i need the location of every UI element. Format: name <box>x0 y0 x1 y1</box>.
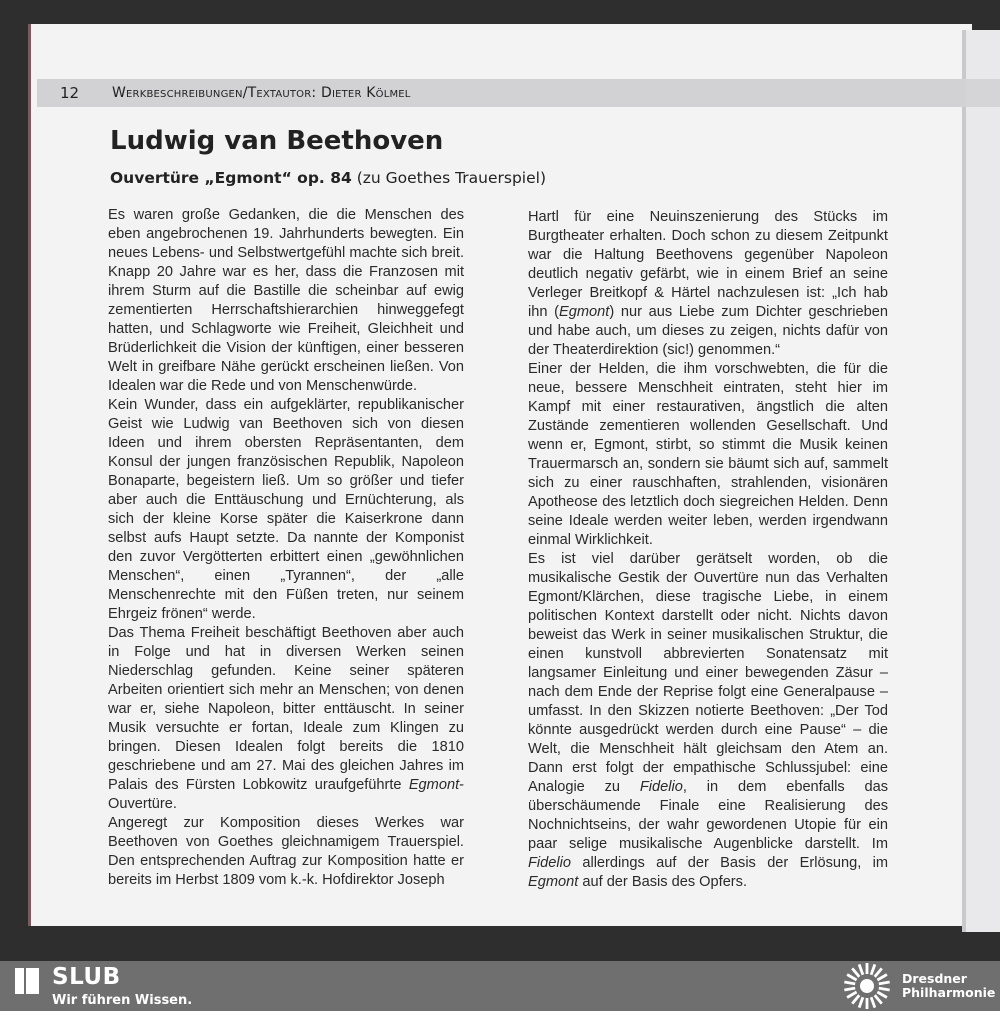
slub-tagline: Wir führen Wissen. <box>52 993 193 1008</box>
header-band-facing <box>966 79 1000 107</box>
article-title: Ludwig van Beethoven <box>110 126 444 156</box>
article-subtitle <box>110 169 546 187</box>
running-head: Werkbeschreibungen/Textautor: Dieter Kölmel <box>112 85 411 101</box>
work-title: Ouvertüre „Egmont“ op. 84 <box>110 169 352 187</box>
paragraph: Es waren große Gedanken, die die Menschen des eben angebrochenen 19. Jahrhunderts bewegten. Ein neues Lebens- und Selbstwertgefühl machte sich breit. Knapp 20 Jahre war es her, dass die Franzosen mit ihrem Sturm auf die Bastille die scheinbar auf ewig zementierten Herrschaftshierarchien hinweggefegt hatten, und Schlagworte wie Freiheit, Gleichheit und Brüderlichkeit die Vision der künftigen, einer besseren Welt in greifbare Nähe gerückt erscheinen ließen. Von Idealen war die Rede und von Menschenwürde. <box>108 207 464 394</box>
slub-name[interactable]: SLUB <box>52 964 121 990</box>
paragraph: Angeregt zur Komposition dieses Werkes war Beethoven von Goethes gleichnamigem Trauerspiel. Den entsprechenden Auftrag zur Komposition hatte er bereits im Herbst 1809 vom k.-k. Hofdirektor Joseph <box>108 815 464 888</box>
facing-page-edge <box>962 30 1000 932</box>
text-column-right <box>528 208 888 892</box>
paragraph: Einer der Helden, die ihm vorschwebten, die für die neue, bessere Menschheit eintraten, steht hier im Kampf mit einer restaurativen, ängstlich die alten Zustände zementieren wollenden Gesellschaft. Und wenn er, Egmont, stirbt, so stimmt die Musik keinen Trauermarsch an, sondern sie bäumt sich auf, sammelt sich zu einer rauschhaften, strahlenden, visionären Apotheose des letztlich doch siegreichen Helden. Denn seine Ideale werden weiter leben, werden irgendwann einmal Wirklichkeit. <box>528 361 888 548</box>
paragraph: Hartl für eine Neuinszenierung des Stücks im Burgtheater erhalten. Doch schon zu diesem Zeitpunkt war die Haltung Beethovens gegenüber Napoleon deutlich negativ gefärbt, wie in einem Brief an seine Verleger Breitkopf & Härtel nachzulesen ist: „Ich hab ihn (Egmont) nur aus Liebe zum Dichter geschrieben und habe auch, um dieses zu zeigen, nichts dafür von der Theaterdirektion (sic!) genommen.“ <box>528 209 888 358</box>
partner-name[interactable]: Dresdner Philharmonie <box>902 971 996 1000</box>
page-number: 12 <box>60 84 80 102</box>
paragraph: Kein Wunder, dass ein aufgeklärter, republikanischer Geist wie Ludwig van Beethoven sich von diesen Ideen und ihrem obersten Repräsentanten, dem Konsul der jungen französischen Republik, Napoleon Bonaparte, begeistern ließ. Um so größer und tiefer aber auch die Enttäuschung und Ernüchterung, als sich der kleine Korse später die Kaiserkrone dann selbst aufs Haupt setzte. Da nannte der Komponist den zuvor Vergötterten erbittert einen „gewöhnlichen Menschen“, einen „Tyrannen“, der „alle Menschenrechte mit den Füßen treten, nur seinem Ehrgeiz frönen“ werde. <box>108 397 464 622</box>
paragraph: Das Thema Freiheit beschäftigt Beethoven aber auch in Folge und hat in diversen Werken seinen Niederschlag gefunden. Keine seiner späteren Arbeiten orientiert sich mehr an Menschen; von denen war er, siehe Napoleon, bitter enttäuscht. In seiner Musik versuchte er fortan, Ideale zum Klingen zu bringen. Diesen Idealen folgt bereits die 1810 geschriebene und am 27. Mai des gleichen Jahres im Palais des Fürsten Lobkowitz uraufgeführte Egmont-Ouvertüre. <box>108 625 464 812</box>
slub-book-icon <box>14 966 40 996</box>
dresdner-philharmonie-sun-logo <box>842 962 892 1010</box>
paragraph: Es ist viel darüber gerätselt worden, ob die musikalische Gestik der Ouvertüre nun das Verhalten Egmont/Klärchen, diese tragische Liebe, in einem politischen Kontext darstellt oder nicht. Nichts davon beweist das Werk in seiner musikalischen Struktur, die einen kunstvoll abbrevierten Sonatensatz mit langsamer Einleitung und einer bewegenden Zäsur – nach dem Ende der Reprise folgt eine Generalpause – umfasst. In den Skizzen notierte Beethoven: „Der Tod könnte ausgedrückt werden durch eine Pause“ – die Welt, die Menschheit hält gleichsam den Atem an. Dann erst folgt der empathische Schlussjubel: eine Analogie zu Fidelio, in dem ebenfalls das überschäumende Finale eine Realisierung des Nochnichtseins, der wahr gewordenen Utopie für ein paar selige musikalische Augenblicke darstellt. Im Fidelio allerdings auf der Basis der Erlösung, im Egmont auf der Basis des Opfers. <box>528 551 888 890</box>
work-note: (zu Goethes Trauerspiel) <box>351 169 546 187</box>
text-column-left <box>108 206 464 890</box>
